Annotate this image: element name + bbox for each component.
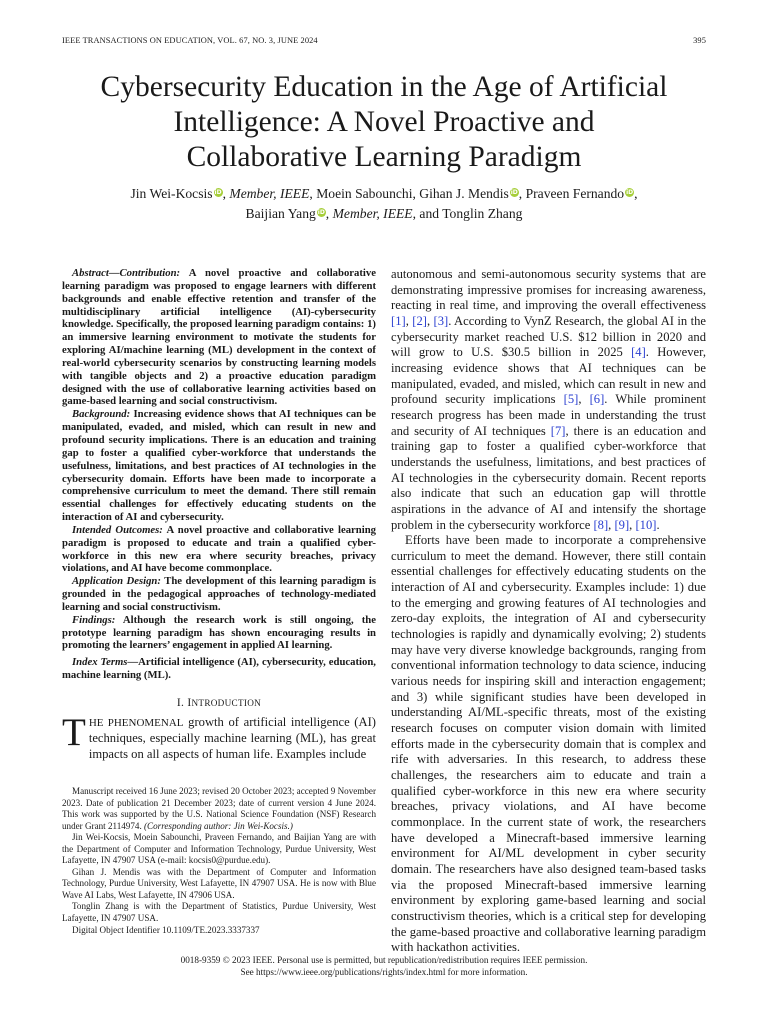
title-line-1: Cybersecurity Education in the Age of Artificial xyxy=(100,71,668,103)
index-terms-label: Index Terms— xyxy=(72,656,139,669)
corresponding-author: (Corresponding author: Jin Wei-Kocsis.) xyxy=(144,820,293,831)
abstract-findings xyxy=(62,614,376,653)
findings-text: Although the research work is still ongoing, the prototype learning paradigm has shown encouraging results in promoting the learners’ engagement in applied AI learning. xyxy=(62,613,376,652)
intro-caps: HE PHENOMENAL xyxy=(88,717,184,729)
footnote-affiliation: Jin Wei-Kocsis, Moein Sabounchi, Praveen Fernando, and Baijian Yang are with the Department of Computer and Information Technology, Purdue University, West Lafayette, IN 47907 USA (e-mail: kocsis0@purdue.edu). xyxy=(62,832,376,866)
abstract-background xyxy=(62,408,376,524)
orcid-icon[interactable]: iD xyxy=(317,208,325,216)
title-line-2: Intelligence: A Novel Proactive and xyxy=(173,106,595,138)
author-name: Tonglin Zhang xyxy=(442,205,523,221)
footnote-received-text: Manuscript received 16 June 2023; revised 20 October 2023; accepted 9 November 2023. Date of publication 21 December 2023; date of current version 4 June 2024. This work was supported by the U.S. National Science Foundation (NSF) Research under Grant 2114974. xyxy=(62,786,376,831)
footnote-affiliation: Gihan J. Mendis was with the Department of Computer and Information Technology, Purdue University, West Lafayette, IN 47907 USA. He is now with Blue Wave AI Labs, West Lafayette, IN 47906 USA. xyxy=(62,866,376,900)
body-paragraph: autonomous and semi-autonomous security systems that are demonstrating impressive promises for increasing awareness, reacting in real time, and improving the overall effectiveness [1], [2], [3]. According to VynZ Research, the global AI in the cybersecurity market reached U.S. $12 billion in 2020 and will grow to U.S. $30.5 billion in 2025 [4]. However, increasing evidence shows that AI techniques can be manipulated, evaded, and misled, which can result in new and profound security implications [5], [6]. While prominent research progress has been made in understanding the trust and security of AI techniques [7], there is an education and training gap to foster a qualified cyber-workforce that understands the usefulness, limitations, and best practices of AI technologies in the cybersecurity domain. Recent reports also indicate that such an education gap will throttle aspirations in the advance of AI and intensify the shortage problem in the cybersecurity workforce [8], [9], [10]. xyxy=(391,267,707,532)
running-header xyxy=(62,36,706,48)
abstract-outcomes xyxy=(62,524,376,575)
body-text: , there is an education and training gap to foster a qualified cyber-workforce that understands the usefulness, limitations, and best practices of AI technologies in the cybersecurity domain. Recent reports also indicate that such an education gap will throttle aspirations in the advance of AI and intensify the shortage problem in the cybersecurity workforce xyxy=(391,423,707,532)
findings-label: Findings: xyxy=(72,613,116,626)
body-paragraph: Efforts have been made to incorporate a comprehensive curriculum to meet the demand. However, there still contain essential challenges for effectively educating students on the interaction of AI and cybersecurity. Examples include: 1) due to the emerging and growing features of AI technologies and zero-day exploits, the integration of AI and cybersecurity technologies is rapidly and dynamically evolving; 2) students may have very diverse knowledge backgrounds, ranging from conventional information technology to data science, inducing various needs for inspiring skill and interaction engagement; and 3) while significant studies have been developed in understanding AI/ML-specific threats, most of the existing research focuses on computer vision domain with limited efforts made in the cybersecurity domain that is complex and rife with adversaries. In this research, to address these challenges, the researchers aim to educate and train a qualified cyber-workforce in this new era where security breaches, privacy violations, and AI have become commonplace. In the current state of work, the researchers have developed a Minecraft-based immersive learning environment for AI/ML development in cyber security domain. The researchers have also designed team-based tasks via the proposed Minecraft-based immersive learning environment by exploring game-based learning and social constructivism theories, which is a critical step for developing the game-based proactive and collaborative learning paradigm with hackathon activities. xyxy=(391,533,706,955)
citation-link[interactable]: [3] xyxy=(433,313,449,328)
footnote-affiliation: Tonglin Zhang is with the Department of Statistics, Purdue University, West Lafayette, IN 47907 USA. xyxy=(62,901,376,924)
orcid-icon[interactable]: iD xyxy=(214,189,222,196)
journal-name: IEEE TRANSACTIONS ON EDUCATION, VOL. 67, NO. 3, JUNE 2024 xyxy=(62,36,318,45)
body-text: . According to VynZ Research, the global AI in the cybersecurity market reached U.S. $12 billion in 2020 and will grow to U.S. $30.5 billion in 2025 xyxy=(391,313,706,360)
body-text: autonomous and semi-autonomous security systems that are demonstrating impressive promises for increasing awareness, reacting in real time, and improving the overall effectiveness xyxy=(391,267,706,313)
footnote-received xyxy=(62,786,376,832)
outcomes-label: Intended Outcomes: xyxy=(72,523,163,536)
author-name: Baijian Yang xyxy=(245,205,316,221)
author-membership: Member, IEEE xyxy=(332,205,413,221)
background-label: Background: xyxy=(72,408,131,421)
citation-link[interactable]: [2] xyxy=(412,313,427,328)
citation-link[interactable]: [7] xyxy=(550,423,566,438)
citation-link[interactable]: [1] xyxy=(391,313,406,328)
author-name: Jin Wei-Kocsis xyxy=(130,186,213,201)
design-label: Application Design: xyxy=(72,575,161,588)
intro-text: growth of artificial intelligence (AI) techniques, especially machine learning (ML), has great impacts on all aspects of human life. Examples include xyxy=(88,715,376,761)
outcomes-text: A novel proactive and collaborative learning paradigm is proposed to educate and train a qualified cyber-workforce in this new era where security breaches, privacy violations, and AI have become commonplace. xyxy=(62,523,376,575)
intro-paragraph xyxy=(62,711,376,762)
index-terms-text: Artificial intelligence (AI), cybersecurity, education, machine learning (ML). xyxy=(62,656,376,682)
footnote-doi: Digital Object Identifier 10.1109/TE.2023.3337337 xyxy=(72,924,260,935)
author-name: Moein Sabounchi xyxy=(316,186,413,201)
citation-link[interactable]: [6] xyxy=(589,392,605,407)
citation-link[interactable]: [9] xyxy=(614,517,630,532)
right-column xyxy=(391,267,706,956)
citation-link[interactable]: [4] xyxy=(631,345,646,360)
copyright-line: 0018-9359 © 2023 IEEE. Personal use is permitted, but republication/redistribution requires IEEE permission. xyxy=(180,955,588,965)
abstract-contribution-text: A novel proactive and collaborative learning paradigm was proposed to engage learners with different backgrounds and enable effective retention and transfer of the multidisciplinary artificial intelligence (AI)-cybersecurity knowledge. Specifically, the proposed learning paradigm contains: 1) an immersive learning environment to motivate the students for exploring AI/machine learning (ML) development in the context of real-world cybersecurity scenarios by constructing learning models with tangible objects and 2) a proactive education paradigm designed with the use of collaborative learning activities based on game-based learning and social constructivism. xyxy=(62,267,376,408)
abstract xyxy=(62,267,376,652)
author-name: Praveen Fernando xyxy=(525,186,625,201)
title-line-3: Collaborative Learning Paradigm xyxy=(186,141,582,173)
citation-link[interactable]: [10] xyxy=(635,517,657,532)
citation-link[interactable]: [5] xyxy=(563,392,579,407)
abstract-design xyxy=(62,575,376,614)
citation-link[interactable]: [8] xyxy=(593,517,609,532)
body-text: . xyxy=(656,517,660,532)
left-column xyxy=(62,267,376,762)
author-list: Jin Wei-Kocsis iD, Member, IEEE, Moein Sabounchi, Gihan J. Mendis iD, Praveen Fernando iD, Baijian Yang iD, Member, IEEE, and Tonglin Zhang xyxy=(130,186,638,221)
section-numeral: I. I xyxy=(176,697,192,709)
abstract-contribution xyxy=(62,267,376,408)
body-text: . While prominent research progress has been made in understanding the trust and security of AI techniques xyxy=(391,392,706,438)
footnotes xyxy=(62,786,376,936)
author-membership: Member, IEEE xyxy=(229,186,310,201)
author-name: Gihan J. Mendis xyxy=(419,186,509,201)
orcid-icon[interactable]: iD xyxy=(626,189,634,196)
page-number: 395 xyxy=(693,36,706,45)
copyright-url-line[interactable]: See https://www.ieee.org/publications/rights/index.html for more information. xyxy=(240,966,528,977)
index-terms xyxy=(62,656,376,682)
design-text: The development of this learning paradigm is grounded in the pedagogical approaches of technology-mediated learning and social constructivism. xyxy=(62,575,377,613)
section-heading xyxy=(62,697,376,709)
copyright-footer xyxy=(62,955,706,978)
drop-cap: T xyxy=(62,711,86,754)
orcid-icon[interactable]: iD xyxy=(510,189,518,196)
paper-title xyxy=(40,70,728,175)
abstract-label: Abstract—Contribution: xyxy=(72,267,181,279)
background-text: Increasing evidence shows that AI techniques can be manipulated, evaded, and misled, which can result in new and profound security implications. There is an education and training gap to foster a qualified cyber-workforce that understands the usefulness, limitations, and best practices of AI technologies in the cybersecurity domain. Efforts have been made to incorporate a comprehensive curriculum to meet the demand. There still remain essential challenges for effectively educating students on the interaction of AI and cybersecurity. xyxy=(62,408,377,524)
body-text: . However, increasing evidence shows that AI techniques can be manipulated, evaded, and misled, which can result in new and profound security implications xyxy=(391,345,706,407)
section-title: NTRODUCTION xyxy=(191,698,262,708)
